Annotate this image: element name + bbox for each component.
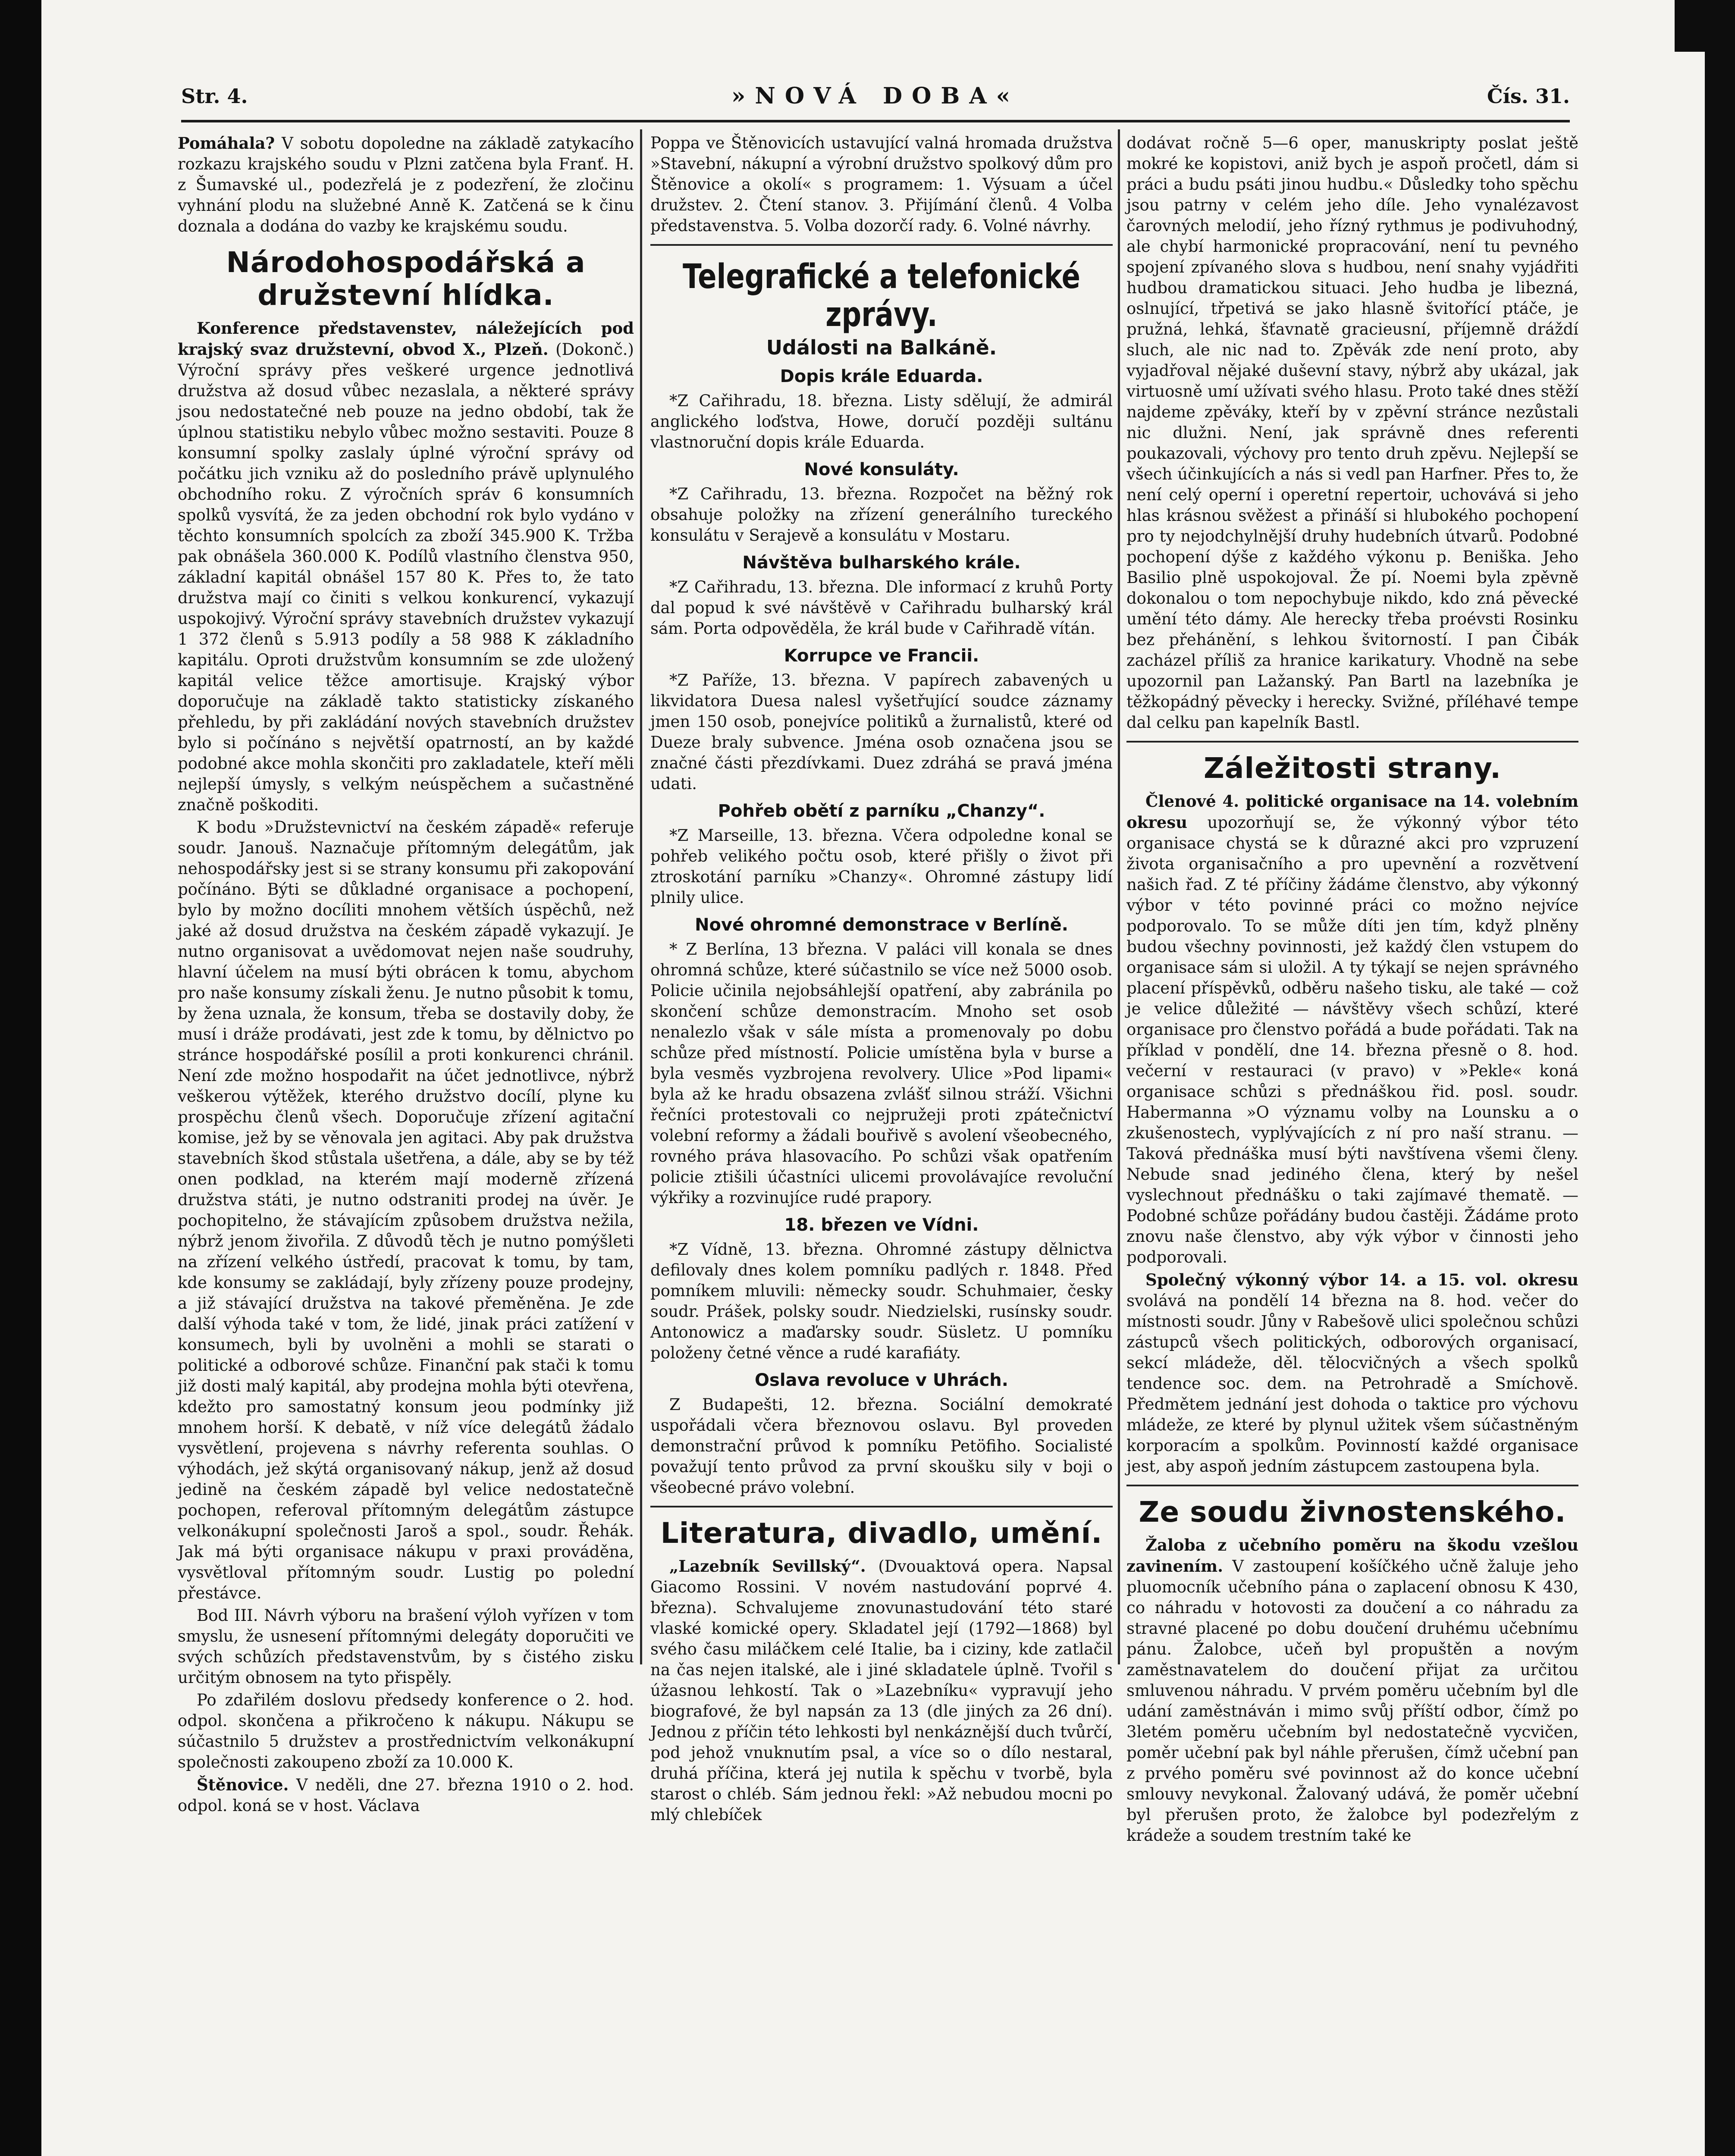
headline: Nové ohromné demonstrace v Berlíně. — [695, 915, 1068, 935]
headline: Dopis krále Eduarda. — [780, 367, 983, 386]
scan-border-top-right — [1675, 0, 1735, 52]
section-title-telegraficke: Telegrafické a telefonické zprávy. — [682, 257, 1081, 334]
news-item: * Z Berlína, 13 března. V paláci vill konala se dnes ohromná schůze, které súčastnilo se více než 5000 osob. Policie učinila nejobsáhlejší opatření, aby zabránila po skončení schůze demonstracím. Mnoho set osob nenalezlo však v sále místa a promenovaly po dobu schůze před místností. Policie umístěna byla v burse a byla vesměs vyzbrojena revolvery. Ulice »Pod lipami« byla až ke hradu obsazena zvlášť silnou stráží. Všichni řečníci protestovali co nejpružeji proti zpátečnictví volební reformy a žádali bouřivě s avolení všeobecného, rovného práva hlasovacího. Po schůzi však opatřením policie ztišili účastníci ulicemi provolávajíce revoluční výkřiky a rozvinujíce rudé prapory. — [650, 940, 1113, 1207]
news-item: Z Budapešti, 12. března. Sociální demokraté uspořádali včera březnovou oslavu. Byl proveden demonstrační průvod k pomníku Petöfiho. Socialisté považují tento průvod za první skoušku sily v boji o všeobecné právo volební. — [650, 1395, 1113, 1497]
article-lead: Konference představenstev, náležejících pod krajský svaz družstevní, obvod X., Plzeň. — [178, 319, 634, 359]
subsection-title-balkan: Události na Balkáně. — [766, 336, 997, 359]
headline: Pohřeb obětí z parníku „Chanzy“. — [718, 801, 1045, 821]
headline: Oslava revoluce v Uhrách. — [755, 1370, 1008, 1390]
article-lead: Společný výkonný výbor 14. a 15. vol. okresu — [1145, 1270, 1578, 1289]
section-title-ze-soudu: Ze soudu živnostenského. — [1139, 1495, 1566, 1529]
news-item: *Z Cařihradu, 13. března. Dle informací z kruhů Porty dal popud k své návštěvě v Cařihradu bulharský král sám. Porta odpověděla, že král bude v Cařihradě vítán. — [650, 578, 1113, 638]
page-number: Str. 4. — [181, 85, 248, 108]
article-text: svolává na pondělí 14 března na 8. hod. večer do místnosti soudr. Jůny v Rabešově ulici společnou schůzi zástupců všech politických, odborových organisací, sekcí mládeže, děl. tělocvičných a všech spolků tendence soc. dem. na Petrohradě a Smíchově. Předmětem jednání jest dohoda o taktice pro výchovu mládeže, ze které by plynul užitek všem súčastněným korporacím a spolkům. Povinností každé organisace jest, aby aspoň jedním zástupcem zastoupena byla. — [1126, 1291, 1578, 1476]
headline: Nové konsuláty. — [804, 460, 959, 479]
article-lead: Členové 4. politické organisace na 14. volebním okresu — [1126, 792, 1578, 832]
masthead-title: »NOVÁ DOBA« — [731, 83, 1020, 109]
paragraph: K bodu »Družstevnictví na českém západě« referuje soudr. Janouš. Naznačuje přítomným delegátům, jak nehospodářsky jest si se strany konsumu při zakopování počínáno. Býti se důkladné organisace a pochopení, bylo by možno docíliti mnohem větších úspěchů, než jaké až dosud družstva na českém západě vykazují. Je nutno organisovat a uvědomovat nejen naše soudruhy, hlavní účelem na musí býti obrácen k tomu, abychom pro naše konsumy získali ženu. Je nutno působit k tomu, by žena uznala, že konsum, třeba se dostavily doby, že musí i dráže prodávati, jest zde k tomu, by dělnictvo po stránce hospodářské posílil a proti konkurenci chránil. Není zde možno hospodařit na účet jednotlivce, nýbrž veškerou výtěžek, kterého družstvo docílí, plyne ku prospěchu členů všech. Doporučuje zřízení agitační komise, jež by se věnovala jen agitaci. Aby pak družstva stavebních škod stůstala ušetřena, a dále, aby se by též onen podklad, na kterém mají moderně zřízená družstva státi, je nutno odstraniti prodej na úvěr. Je pochopitelno, že stávajícím způsobem družstva nežila, nýbrž jenom živořila. Z důvodů těch je nutno pomýšleti na zřízení velkého ústředí, pracovat k tomu, by tam, kde konsumy se zakládají, byly zřízeny pouze prodejny, a již stávající družstva na takové přeměněna. Je zde další výhoda také v tom, že lidé, jinak práci zatížení v konsumech, byli by uvolněni a mohli se starati o politické a odborové schůze. Finanční pak stači k tomu již dosti malý kapitál, aby prodejna mohla býti otevřena, kdežto pro samostatný konsum jeou podmínky již mnohem horší. K debatě, v níž více delegátů žádalo vysvětlení, projevena s návrhy referenta souhlas. O výhodách, jež skýtá organisovaný nákup, jenž až dosud jedině na českém západě byl velice nedostatečně pochopen, referoval přítomným delegátům zástupce velkonákupní společnosti Jaroš a spol., soudr. Řehák. Jak má býti organisace nákupu v praxi prováděna, vysvětloval přítomným soudr. Lustig po polední přestávce. — [178, 818, 634, 1602]
article-spolecny-vybor — [1126, 1269, 1578, 1477]
article-text: V sobotu dopoledne na základě zatykacího rozkazu krajského soudu v Plzni zatčena byla Franť. H. z Šumavské ul., podezřelá je z podezření, že zločinu vyhnání plodu na služebné Anně K. Zatčená se k činu doznala a dodána do vazby ke krajskému soudu. — [178, 134, 634, 235]
news-item: *Z Cařihradu, 18. března. Listy sdělují, že admirál anglického loďstva, Howe, doručí později sultánu vlastnoruční dopis krále Eduarda. — [650, 392, 1113, 451]
article-clenove — [1126, 791, 1578, 1268]
article-zaloba — [1126, 1535, 1578, 1846]
paragraph: Poppa ve Štěnovicích ustavující valná hromada družstva »Stavební, nákupní a výrobní družstvo spolkový dům pro Štěnovice a okolí« s programem: 1. Výsuam a účel družstev. 2. Čtení stanov. 3. Přijímání členů. 4 Volba představenstva. 5. Volba dozorčí rady. 6. Volné návrhy. — [650, 134, 1113, 235]
paragraph: Bod III. Návrh výboru na brašení výloh vyřízen v tom smyslu, že usnesení přítomnými delegáty doporučiti ve svých schůzích představenstvům, by s čistého zisku určitým obnosem na tyto přispěly. — [178, 1606, 634, 1687]
header-rule — [181, 120, 1570, 122]
news-item: *Z Cařihradu, 13. března. Rozpočet na běžný rok obsahuje položky na zřízení generálního tureckého konsulátu v Serajevě a konsulátu v Mostaru. — [650, 485, 1113, 545]
headline: Korrupce ve Francii. — [784, 646, 979, 666]
section-title-literatura: Literatura, divadlo, umění. — [660, 1517, 1103, 1550]
section-title-zalezitosti-strany: Záležitosti strany. — [1203, 752, 1502, 785]
headline: Návštěva bulharského krále. — [742, 553, 1021, 573]
section-divider — [650, 1506, 1113, 1507]
news-item: *Z Marseille, 13. března. Včera odpoledne konal se pohřeb velikého počtu osob, které přišly o život při ztroskotání parníku »Chanzy«. Ohromné zástupy lidí plnily ulice. — [650, 826, 1113, 907]
section-divider — [1126, 1485, 1578, 1486]
section-title-narodohospodarska: Národohospodářská a družstevní hlídka. — [226, 246, 586, 312]
column-rule-1 — [640, 129, 642, 1664]
headline: 18. březen ve Vídni. — [784, 1215, 979, 1235]
article-text: V neděli, dne 27. března 1910 o 2. hod. odpol. koná se v host. Václava — [178, 1776, 634, 1815]
news-item: *Z Paříže, 13. března. V papírech zabavených u likvidatora Duesa nalesl vyšetřující soudce záznamy jmen 150 osob, ponejvíce politiků a žurnalistů, které od Dueze braly subvence. Jména osob označena jsou se značné části přezdívkami. Duez zdráhá se pravá jména udati. — [650, 671, 1113, 793]
article-lead: Pomáhala? — [178, 134, 275, 153]
paragraph: dodávat ročně 5—6 oper, manuskripty poslat ještě mokré ke kopistovi, aniž bych je aspoň pročetl, dám si práci a budu psáti jinou hudbu.« Důsledky toho spěchu jsou patrny v celém jeho díle. Jeho vynalézavost čarovných melodií, jeho řízný rythmus je podivuhodný, ale chybí harmonické propracování, není tu pevného spojení zpívaného slova s hudbou, není snahy vyjádřiti hudbou dramatickou situaci. Jeho hudba je libezná, oslnující, třpetivá se jako hlasně švitořící ptáče, je pružná, lehká, šťavnatě gracieusní, příjemně dráždí sluch, ale nic nad to. Zpěvák zde není proto, aby vyjadřoval nějaké duševní stavy, nýbrž aby ukázal, jak virtuosně umí užívati svého hlasu. Proto také dnes stěží najdeme zpěváky, kteří by v zpěvní stránce nezůstali nic dlužni. Není, jak správně dnes referenti poukazovali, výchovy pro tento druh zpěvu. Nejlepší se všech účinkujících a nás si vedl pan Harfner. Přes to, že není celý operní i operetní repertoir, uchovává si jeho hlas krásnou svěžest a přináší si hlubokého pochopení pro ty nejodchylnější druhy hudebních útvarů. Podobné pochopení dýše z každého výkonu p. Beniška. Jeho Basilio plně uspokojoval. Že pí. Noemi byla zpěvně dokonalou o tom nepochybuje nikdo, kdo zná pěvecké umění této dámy. Ale herecky třeba proévsti Rosinku bez přehánění, s lehkou švitorností. I pan Čibák zacházel příliš za hranice karikatury. Vhodně na sebe upozornil pan Lažanský. Pan Bartl na lazebníka je těžkopádný pěvecky i herecky. Svižné, příléhavé tempe dal celku pan kapelník Bastl. — [1126, 134, 1578, 732]
column-3 — [1126, 133, 1578, 1848]
article-text: (Dvouaktová opera. Napsal Giacomo Rossini. V novém nastudování poprvé 4. března). Schvalujeme znovunastudování této staré vlaské komické opery. Skladatel její (1792—1868) byl svého času miláčkem celé Italie, ba i ciziny, kde zatlačil na čas nejen italské, ale i jiné skladatele úplně. Tvořil s úžasnou lehkostí. Tak o »Lazebníku« vypravují jeho biografové, že byl napsán za 13 (dle jiných za 26 dní). Jednou z příčin této lehkosti byl nenkáznější duch tvůrčí, pod jehož vnuknutím psal, a více so o dílo nestaral, druhá příčina, která jej nutila k spěchu v tvorbě, byla starost o chléb. Sám jednou řekl: »Až nebudou mocni po mlý chlebíček — [650, 1557, 1113, 1824]
section-divider — [650, 244, 1113, 246]
news-item: *Z Vídně, 13. března. Ohromné zástupy dělnictva defilovaly dnes kolem pomníku padlých r. 1848. Před pomníkem mluvili: německy soudr. Schuhmaier, česky soudr. Prášek, polsky soudr. Niedzielski, rusínsky soudr. Antonowicz a maďarsky soudr. Süsletz. U pomníku položeny četné věnce a rudé karafiáty. — [650, 1240, 1113, 1362]
article-pomahala — [178, 133, 634, 237]
column-2 — [650, 133, 1113, 1827]
section-divider — [1126, 741, 1578, 743]
scan-border-left — [0, 0, 41, 2156]
page-header — [181, 78, 1570, 113]
scan-border-right — [1705, 0, 1735, 2156]
column-rule-2 — [1118, 129, 1120, 1664]
article-lead: Žaloba z učebního poměru na škodu vzešlou zavinením. — [1126, 1536, 1578, 1576]
article-konference — [178, 318, 634, 815]
column-1 — [178, 133, 634, 1818]
article-stenovice — [178, 1774, 634, 1816]
article-text: (Dokonč.) Výroční správy přes veškeré urgence jednotlivá družstva až dosud vůbec nezaslala, a některé správy jsou nedostatečné neb pouze na jedno období, tak že úplnou statistiku nebylo vůbec možno sestaviti. Pouze 8 konsumní spolky zaslaly úplné výroční správy od počátku jich vzniku až do posledního právě uplynulého obchodního roku. Z výročních správ 6 konsumních spolků vysvítá, že za jeden obchodní rok bylo vydáno v těchto konsumních spolcích za zboží 345.900 K. Tržba pak obnášela 360.000 K. Podílů vlastního členstva 950, základní kapitál obnášel 157 80 K. Přes to, že tato družstva mají co činiti s velkou konkurencí, vykazují uspokojivý. Výroční správy stavebních družstev vykazují 1 372 členů s 5.913 podíly a 58 988 K základního kapitálu. Oproti družstvům konsumním se zde uložený kapitál velice těžce amortisuje. Krajský výbor doporučuje na základě takto statisticky získaného přehledu, by při zakládání nových stavebních družstev bylo si počínáno s největší opatrností, an by každé podobné akce mohla skončiti pro zakladatele, kteří měli nejlepší úmysly, s velkým neúspěchem a sučastněné značně poškoditi. — [178, 340, 634, 814]
issue-number: Čís. 31. — [1487, 85, 1570, 108]
paragraph: Po zdařilém doslovu předsedy konference o 2. hod. odpol. skončena a přikročeno k nákupu. Nákupu se súčastnilo 5 družstev a prostřednictvím velkonákupní společnosti zakoupeno zboží za 10.000 K. — [178, 1691, 634, 1771]
article-lead: Štěnovice. — [197, 1775, 289, 1794]
article-text: upozorňují se, že výkonný výbor této organisace chystá se k důrazné akci pro vzpruzení života organisačního a pro upevnění a rozvětvení našich řad. Z té příčiny žádáme členstvo, aby výkonný výbor v této povinné práci co možno nejvíce podporovalo. To se může díti jen tím, když plněny budou všechny povinnosti, jež každý člen vstupem do organisace sám si uložil. A ty týkají se nejen správného placení příspěvků, odběru našeho tisku, ale také — což je velice důležité — návštěvy všech schůzí, které organisace pro členstvo pořádá a bude pořádati. Tak na příklad v pondělí, dne 14. března přesně o 8. hod. večerní v restauraci (v pravo) v »Pekle« koná organisace schůzi s přednáškou řid. posl. soudr. Habermanna »O významu volby na Lounsku a o zkušenostech, vyplývajících z ní pro naší stranu. — Taková přednáška musí býti navštívena všemi členy. Nebude snad jediného člena, který by nešel vyslechnout přednášku o taki zajímavé thematě. — Podobné schůze pořádány budou častěji. Žádáme proto znovu naše členstvo, aby výk výbor v činnosti jeho podporovali. — [1126, 813, 1578, 1266]
article-lazebnik — [650, 1556, 1113, 1825]
article-lead: „Lazebník Sevillský“. — [669, 1557, 866, 1576]
article-text: V zastoupení košíčkého učně žaluje jeho pluomocník učebního pána o zaplacení obnosu K 430, co náhradu v hotovosti za doučení a co náhradu za stravné placené po dobu doučení druhému učebnímu pánu. Žalobce, učeň byl propuštěn a novým zaměstnavatelem do doučení přijat za určitou smluvenou náhradu. V prvém poměru učebním byl dle udání zaměstnáván i mimo svůj příští odbor, čímž po 3letém poměru učebním byl nedostatečně vycvičen, poměr učební pak byl náhle přerušen, čímž učební pan z prvého poměru své povinnost až do konce učební smlouvy nevykonal. Žalovaný udává, že poměr učební byl přerušen proto, že žalobce byl podezřelým z krádeže a soudem trestním také ke — [1126, 1557, 1578, 1845]
